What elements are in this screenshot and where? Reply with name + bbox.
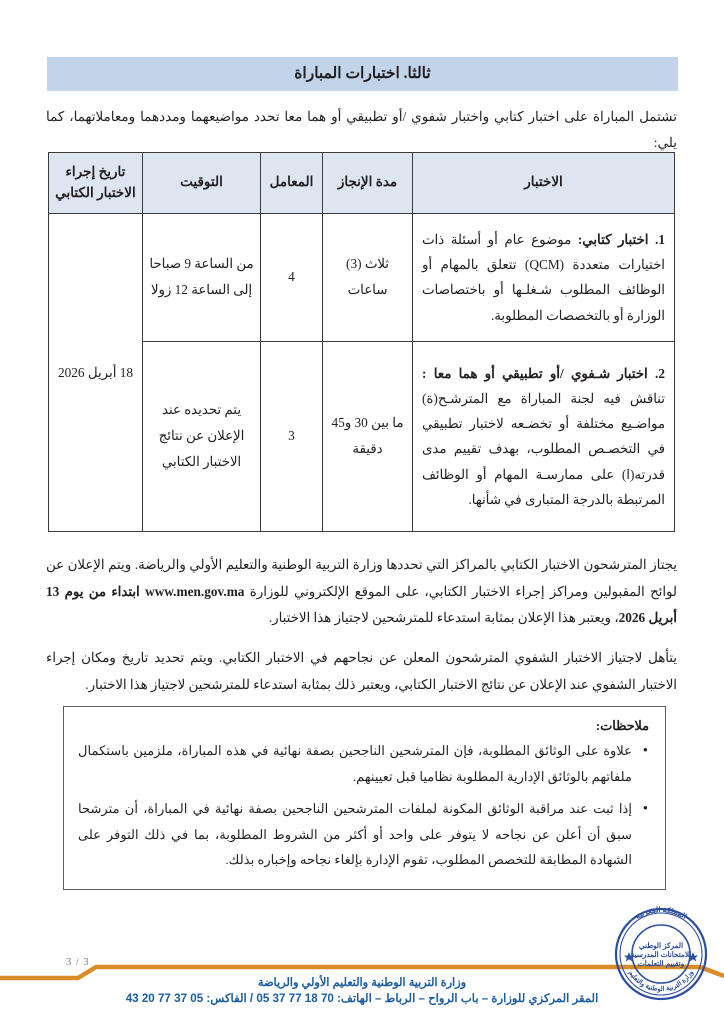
list-item: • إذا ثبت عند مراقبة الوثائق المكونة لملفات المترشحين الناجحين بصفة نهائية في المباراة، أن مترشحا سبق أن أعلن عن نجاحه لا يتوفر على واحد أو أكثر من الشروط المطلوبة، بما في ذلك التوفر على الشهادة المطابقة للتخصص المطلوب، تقوم الإدارة بإلغاء نجاحه وإخباره بذلك. — [78, 796, 649, 873]
header-time: التوقيت — [143, 153, 261, 214]
cell-exam-written — [413, 213, 675, 341]
exam-rest-2: تناقش فيه لجنة المباراة مع المترشـح(ة) مواضـيع مختلفة أو تخضـعه لاختبار تطبيقي في التخصـص المطلوب، بهدف تقييم مدى قدرته(ا) على ممارسـة المهام أو الوظائف المرتبطة بالدرجة المتبارى في شأنها. — [422, 390, 665, 507]
cell-coefficient-2: 3 — [261, 341, 323, 531]
header-duration: مدة الإنجاز — [323, 153, 413, 214]
exam-rest-1: موضوع عام أو أسئلة ذات اختيارات متعددة (QCM) تتعلق بالمهام أو الوظائف المطلوب شـغلـها أو باختصاصات الوزارة أو بالتخصصات المطلوبة. — [422, 231, 665, 323]
notes-list — [78, 738, 649, 873]
header-written-exam-date: تاريخ إجراء الاختبار الكتابي — [49, 153, 143, 214]
cell-exam-oral — [413, 341, 675, 531]
ministry-website-url[interactable]: www.men.gov.ma — [145, 583, 245, 599]
cell-time-2: يتم تحديده عند الإعلان عن نتائج الاختبار الكتابي — [143, 341, 261, 531]
table-header-row — [49, 153, 675, 214]
official-stamp — [607, 900, 715, 1008]
notes-box — [63, 707, 666, 890]
cell-coefficient-1: 4 — [261, 213, 323, 341]
svg-text:المملكة المغربية: المملكة المغربية — [633, 904, 689, 921]
row-number-2: 2. — [655, 365, 666, 381]
header-exam: الاختبار — [413, 153, 675, 214]
stamp-line-1: المركز الوطني — [638, 941, 684, 950]
stamp-line-3: وتقييم التعلمات — [637, 959, 685, 968]
intro-paragraph: تشتمل المباراة على اختبار كتابي واختبار شفوي /أو تطبيقي أو هما معا تحدد مواضيعهما ومددهما ومعاملاتهما، كما يلي: — [46, 109, 677, 151]
exam-lead-1: اختبار كتابي: — [577, 231, 649, 247]
cell-duration-2: ما بين 30 و45 دقيقة — [323, 341, 413, 531]
list-item: • علاوة على الوثائق المطلوبة، فإن المترشحين الناجحين بصفة نهائية في هذه المباراة، ملزمين باستكمال ملفاتهم بالوثائق الإدارية المطلوبة نظاميا قبل تعيينهم. — [78, 738, 649, 789]
notes-title: ملاحظات: — [595, 719, 649, 733]
exam-lead-2: اختبار شـفوي /أو تطبيقي أو هما معا : — [422, 365, 648, 381]
footer-ministry-name: وزارة التربية الوطنية والتعليم الأولي والرياضة — [257, 977, 467, 989]
footer-address-contact: المقر المركزي للوزارة – باب الرواح – الرباط – الهاتف: 70 18 77 37 05 / الفاكس: 05 37 77 20 43 — [125, 992, 599, 1006]
section-title: ثالثا. اختبارات المباراة — [294, 65, 431, 83]
table-row — [49, 213, 675, 341]
svg-text:وزارة التربية الوطنية والتعليم: وزارة التربية الوطنية والتعليم — [627, 969, 695, 994]
exams-table — [48, 152, 675, 532]
p1-announcement-date: 13 أبريل 2026 — [46, 583, 677, 626]
cell-time-1: من الساعة 9 صباحا إلى الساعة 12 زولا — [143, 213, 261, 341]
exams-table-wrapper — [49, 152, 675, 532]
table-row — [49, 341, 675, 531]
cell-exam-date: 18 أبريل 2026 — [49, 213, 143, 531]
p1-part2: ابتداء من يوم — [59, 583, 146, 599]
paragraph-written-exam-centers — [46, 552, 677, 632]
cell-duration-1: ثلاث (3) ساعات — [323, 213, 413, 341]
p1-part3: ، ويعتبر هذا الإعلان بمثابة استدعاء للمترشحين لاجتياز هذا الاختبار. — [268, 610, 619, 626]
p1-part1: يجتاز المترشحون الاختبار الكتابي بالمراكز التي تحددها وزارة التربية الوطنية والتعليم الأولي والرياضة. ويتم الإعلان عن لوائح المقبولين ومراكز إجراء الاختبار الكتابي، على الموقع الإلكتروني للوزارة — [46, 557, 677, 599]
row-number-1: 1. — [655, 231, 666, 247]
paragraph-oral-exam-qualification: يتأهل لاجتياز الاختبار الشفوي المترشحون المعلن عن نجاحهم في الاختبار الكتابي. ويتم تحديد تاريخ ومكان إجراء الاختبار الشفوي عند الإعلان عن نتائج الاختبار الكتابي، ويعتبر ذلك بمثابة استدعاء للمترشحين لاجتياز هذا الاختبار. — [46, 650, 677, 692]
header-coefficient: المعامل — [261, 153, 323, 214]
page-number: 3 / 3 — [66, 957, 90, 968]
section-banner — [47, 57, 678, 91]
stamp-line-2: للامتحانات المدرسية — [630, 950, 692, 959]
